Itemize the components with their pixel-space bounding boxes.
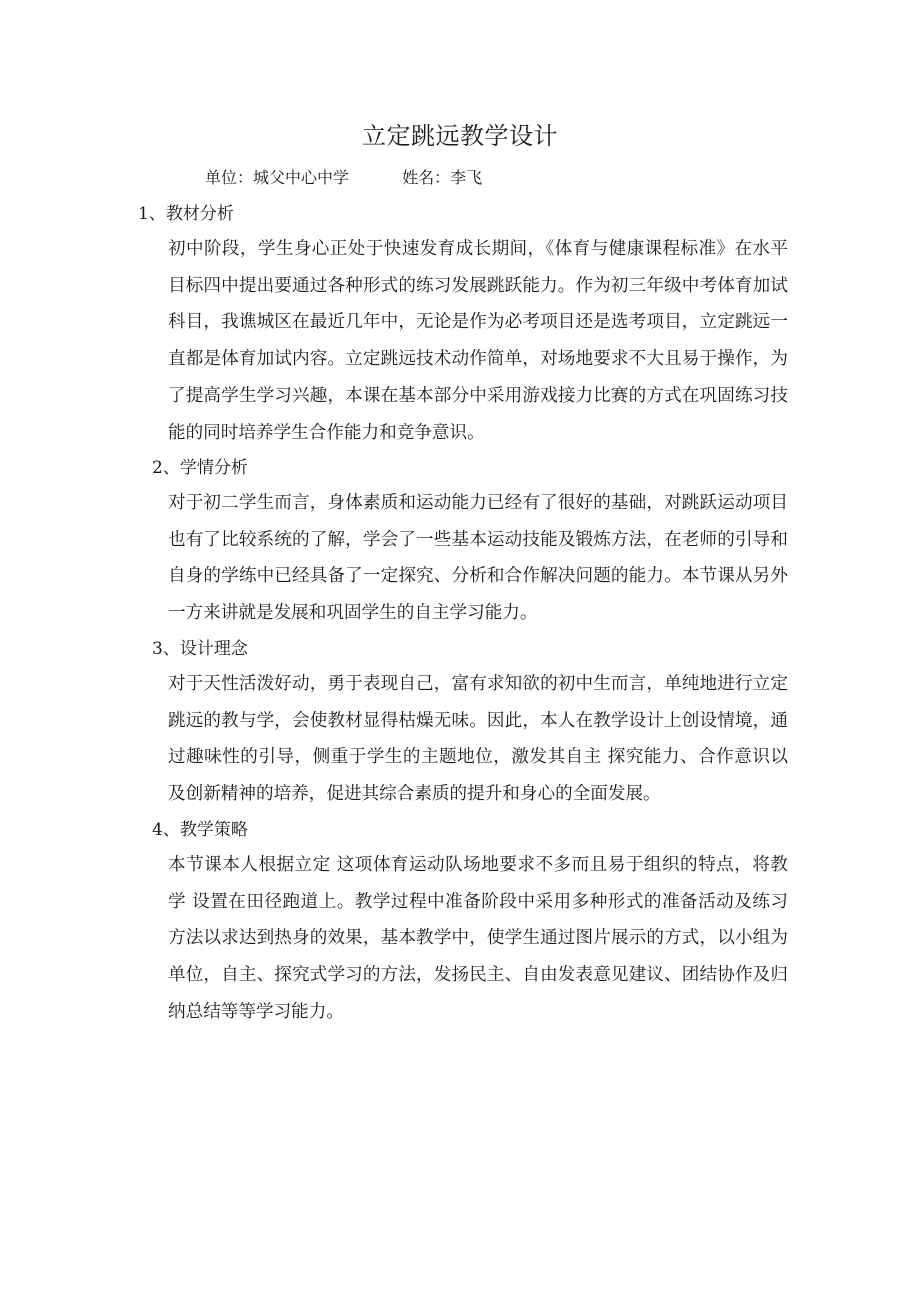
section-heading-design-concept: 3、设计理念 <box>152 639 248 659</box>
section-heading-teaching-strategy: 4、教学策略 <box>152 820 248 840</box>
section-heading-teaching-material: 1、教材分析 <box>138 204 234 224</box>
unit-label: 单位：城父中心中学 <box>205 168 350 187</box>
section-body-student-analysis: 对于初二学生而言，身体素质和运动能力已经有了很好的基础，对跳跃运动项目也有了比较系统的了解，学会了一些基本运动技能及锻炼方法，在老师的引导和自身的学练中已经具备了一定探究、分析和合作解决问题的能力。本节课从另外一方来讲就是发展和巩固学生的自主学习能力。 <box>168 493 788 624</box>
author-info <box>205 166 482 190</box>
section-body-teaching-material: 初中阶段，学生身心正处于快速发育成长期间，《体育与健康课程标准》在水平目标四中提出要通过各种形式的练习发展跳跃能力。作为初三年级中考体育加试科目，我谯城区在最近几年中，无论是作为必考项目还是选考项目，立定跳远一直都是体育加试内容。立定跳远技术动作简单，对场地要求不大且易于操作，为了提高学生学习兴趣，本课在基本部分中采用游戏接力比赛的方式在巩固练习技能的同时培养学生合作能力和竞争意识。 <box>168 239 788 443</box>
section-body-design-concept: 对于天性活泼好动，勇于表现自己，富有求知欲的初中生而言，单纯地进行立定跳远的教与学，会使教材显得枯燥无味。因此，本人在教学设计上创设情境，通过趣味性的引导，侧重于学生的主题地位，激发其自主 探究能力、合作意识以及创新精神的培养，促进其综合素质的提升和身心的全面发展。 <box>168 674 788 805</box>
author-name: 姓名：李飞 <box>402 168 483 187</box>
section-heading-student-analysis: 2、学情分析 <box>152 458 248 478</box>
section-body-teaching-strategy: 本节课本人根据立定 这项体育运动队场地要求不多而且易于组织的特点，将教学 设置在田径跑道上。教学过程中准备阶段中采用多种形式的准备活动及练习方法以求达到热身的效果，基本教学中，使学生通过图片展示的方式，以小组为单位，自主、探究式学习的方法，发扬民主、自由发表意见建议、团结协作及归纳总结等等学习能力。 <box>168 855 788 1022</box>
document-title: 立定跳远教学设计 <box>362 122 558 150</box>
